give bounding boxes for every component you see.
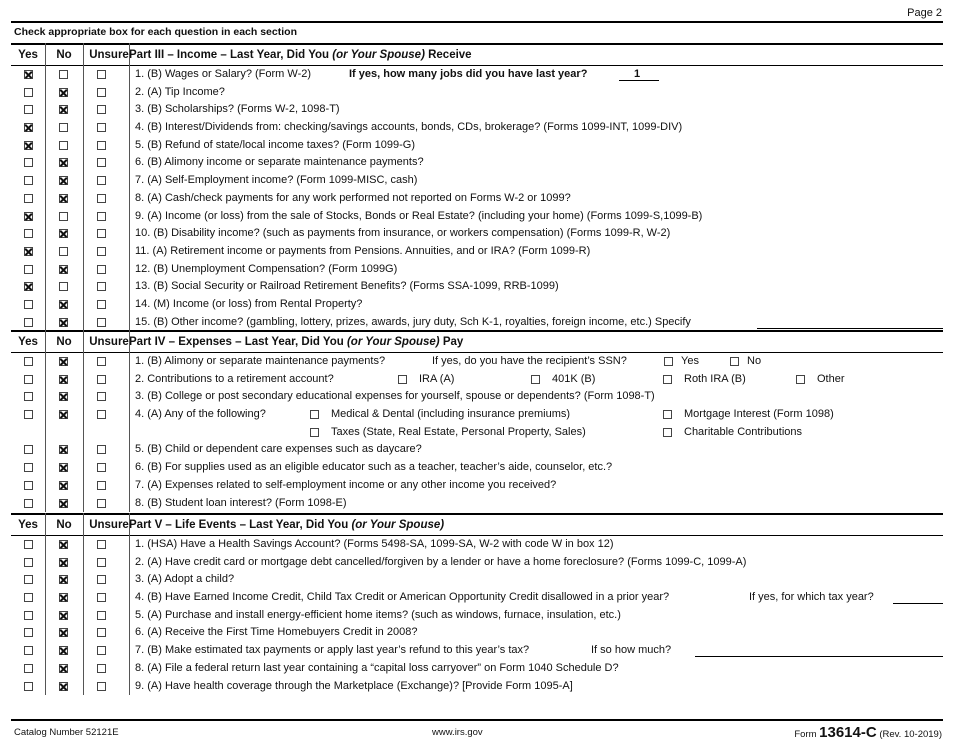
part5-title: Part V – Life Events – Last Year, Did You (or Your Spouse) (129, 519, 445, 531)
yes-checkbox[interactable] (24, 575, 33, 584)
question-text: 8. (B) Student loan interest? (Form 1098-E) (135, 496, 347, 509)
question-row (11, 536, 943, 554)
page-number: Page 2 (907, 7, 942, 19)
yes-checkbox[interactable] (24, 176, 33, 185)
no-checkbox[interactable] (59, 664, 68, 673)
yes-checkbox[interactable] (24, 229, 33, 238)
yes-checkbox[interactable] (24, 593, 33, 602)
unsure-checkbox[interactable] (97, 558, 106, 567)
question-row (11, 589, 943, 607)
yes-checkbox[interactable] (24, 558, 33, 567)
other-retirement-checkbox[interactable] (796, 375, 805, 384)
question-row (11, 66, 943, 84)
yes-checkbox[interactable] (24, 375, 33, 384)
question-row (11, 261, 943, 279)
no-checkbox[interactable] (59, 229, 68, 238)
no-checkbox[interactable] (59, 558, 68, 567)
no-checkbox[interactable] (59, 357, 68, 366)
how-much-question: If so how much? (591, 644, 672, 657)
question-text: 4. (B) Interest/Dividends from: checking/savings accounts, bonds, CDs, brokerage? (Forms 1099-INT, 1099-DIV) (135, 121, 683, 134)
question-row (11, 101, 943, 119)
k401-checkbox[interactable] (531, 375, 540, 384)
question-text: 15. (B) Other income? (gambling, lottery, prizes, awards, jury duty, Sch K-1, royalties, foreign income, etc.) Specify (135, 315, 691, 328)
unsure-checkbox[interactable] (97, 300, 106, 309)
no-checkbox[interactable] (59, 123, 68, 132)
tax-year-question: If yes, for which tax year? (749, 591, 874, 604)
question-text: 2. (A) Tip Income? (135, 85, 225, 98)
mortgage-interest-label: Mortgage Interest (Form 1098) (684, 408, 834, 421)
question-text: 8. (A) Cash/check payments for any work performed not reported on Forms W-2 or 1099? (135, 191, 571, 204)
question-row (11, 441, 943, 459)
no-checkbox[interactable] (59, 247, 68, 256)
question-row (11, 243, 943, 261)
question-text: 7. (A) Expenses related to self-employment income or any other income you received? (135, 478, 557, 491)
ssn-yes-checkbox[interactable] (664, 357, 673, 366)
question-row (11, 296, 943, 314)
no-checkbox[interactable] (59, 575, 68, 584)
part5-section (11, 513, 943, 695)
question-text: 2. Contributions to a retirement account? (135, 372, 334, 385)
other-retirement-label: Other (817, 372, 845, 385)
no-checkbox[interactable] (59, 611, 68, 620)
question-row (11, 406, 943, 424)
question-text: 5. (A) Purchase and install energy-efficient home items? (such as windows, furnace, insulation, etc.) (135, 608, 621, 621)
no-checkbox[interactable] (59, 410, 68, 419)
part3-section (11, 43, 943, 331)
yes-checkbox[interactable] (24, 265, 33, 274)
no-checkbox[interactable] (59, 176, 68, 185)
question-row (11, 137, 943, 155)
unsure-checkbox[interactable] (97, 141, 106, 150)
yes-checkbox[interactable] (24, 88, 33, 97)
question-text: 3. (B) Scholarships? (Forms W-2, 1098-T) (135, 103, 340, 116)
ira-label: IRA (A) (419, 372, 455, 385)
unsure-checkbox[interactable] (97, 540, 106, 549)
question-text: 1. (B) Wages or Salary? (Form W-2) (135, 68, 312, 80)
no-checkbox[interactable] (59, 212, 68, 221)
no-checkbox[interactable] (59, 481, 68, 490)
part5-rows (11, 536, 943, 695)
yes-checkbox[interactable] (24, 194, 33, 203)
question-row (11, 607, 943, 625)
question-row (11, 84, 943, 102)
other-income-specify-line[interactable] (757, 328, 943, 329)
jobs-answer-line[interactable] (619, 80, 659, 81)
unsure-checkbox[interactable] (97, 229, 106, 238)
question-text: 2. (A) Have credit card or mortgage debt cancelled/forgiven by a lender or have a home foreclosure? (Forms 1099-C, 1099-A) (135, 555, 747, 568)
unsure-checkbox[interactable] (97, 682, 106, 691)
medical-dental-checkbox[interactable] (310, 410, 319, 419)
question-text: 6. (A) Receive the First Time Homebuyers Credit in 2008? (135, 626, 418, 639)
no-checkbox[interactable] (59, 499, 68, 508)
question-text: 14. (M) Income (or loss) from Rental Property? (135, 297, 363, 310)
part4-header (11, 330, 943, 353)
yes-checkbox[interactable] (24, 282, 33, 291)
taxes-checkbox[interactable] (310, 428, 319, 437)
yes-checkbox[interactable] (24, 123, 33, 132)
no-checkbox[interactable] (59, 682, 68, 691)
question-row (11, 353, 943, 371)
no-checkbox[interactable] (59, 445, 68, 454)
unsure-checkbox[interactable] (97, 282, 106, 291)
yes-checkbox[interactable] (24, 463, 33, 472)
yes-checkbox[interactable] (24, 357, 33, 366)
question-row (11, 371, 943, 389)
roth-ira-label: Roth IRA (B) (684, 372, 746, 385)
question-text: 1. (HSA) Have a Health Savings Account? (Forms 5498-SA, 1099-SA, W-2 with code W in box 12) (135, 538, 614, 550)
unsure-checkbox[interactable] (97, 105, 106, 114)
question-text: 13. (B) Social Security or Railroad Retirement Benefits? (Forms SSA-1099, RRB-1099) (135, 280, 559, 293)
no-checkbox[interactable] (59, 593, 68, 602)
question-row (11, 119, 943, 137)
question-text: 1. (B) Alimony or separate maintenance payments? (135, 355, 386, 367)
question-text: 4. (B) Have Earned Income Credit, Child Tax Credit or American Opportunity Credit disallowed in a prior year? (135, 591, 670, 604)
form-number: Form 13614-C (Rev. 10-2019) (794, 724, 942, 741)
unsure-checkbox[interactable] (97, 593, 106, 602)
question-row (11, 190, 943, 208)
no-checkbox[interactable] (59, 628, 68, 637)
ssn-yes-label: Yes (681, 355, 699, 367)
charitable-label: Charitable Contributions (684, 425, 803, 438)
question-row (11, 225, 943, 243)
no-checkbox[interactable] (59, 282, 68, 291)
yes-checkbox[interactable] (24, 682, 33, 691)
unsure-checkbox[interactable] (97, 212, 106, 221)
question-text: 11. (A) Retirement income or payments from Pensions. Annuities, and or IRA? (Form 1099-R) (135, 244, 591, 257)
no-checkbox[interactable] (59, 105, 68, 114)
part3-rows (11, 66, 943, 331)
question-row (11, 571, 943, 589)
jobs-answer: 1 (634, 68, 641, 80)
unsure-checkbox[interactable] (97, 176, 106, 185)
question-text: 8. (A) File a federal return last year containing a “capital loss carryover” on Form 1040 Schedule D? (135, 661, 619, 674)
question-row (11, 208, 943, 226)
yes-checkbox[interactable] (24, 70, 33, 79)
no-checkbox[interactable] (59, 463, 68, 472)
question-text: 7. (A) Self-Employment income? (Form 1099-MISC, cash) (135, 174, 418, 187)
unsure-checkbox[interactable] (97, 445, 106, 454)
question-row (11, 424, 943, 442)
question-text: 3. (B) College or post secondary educational expenses for yourself, spouse or dependents? (Form 1098-T) (135, 390, 655, 403)
unsure-checkbox[interactable] (97, 88, 106, 97)
question-row (11, 278, 943, 296)
yes-checkbox[interactable] (24, 105, 33, 114)
footer-rule (11, 719, 943, 721)
question-row (11, 642, 943, 660)
no-checkbox[interactable] (59, 70, 68, 79)
unsure-checkbox[interactable] (97, 664, 106, 673)
unsure-checkbox[interactable] (97, 628, 106, 637)
question-row (11, 172, 943, 190)
medical-dental-label: Medical & Dental (including insurance premiums) (331, 408, 571, 421)
unsure-checkbox[interactable] (97, 611, 106, 620)
no-column-header: No (56, 49, 72, 61)
question-row (11, 388, 943, 406)
question-row (11, 314, 943, 332)
yes-checkbox[interactable] (24, 611, 33, 620)
unsure-checkbox[interactable] (97, 499, 106, 508)
yes-checkbox[interactable] (24, 392, 33, 401)
question-text: 5. (B) Refund of state/local income taxes? (Form 1099-G) (135, 138, 416, 151)
yes-checkbox[interactable] (24, 318, 33, 327)
jobs-question: If yes, how many jobs did you have last year? (349, 68, 588, 80)
ssn-no-label: No (747, 355, 762, 367)
unsure-column-header: Unsure (89, 49, 129, 61)
unsure-checkbox[interactable] (97, 463, 106, 472)
yes-checkbox[interactable] (24, 646, 33, 655)
question-row (11, 660, 943, 678)
question-row (11, 495, 943, 513)
yes-checkbox[interactable] (24, 445, 33, 454)
question-row (11, 624, 943, 642)
how-much-line[interactable] (695, 656, 943, 657)
yes-column-header: Yes (18, 336, 38, 348)
unsure-checkbox[interactable] (97, 481, 106, 490)
question-text: 12. (B) Unemployment Compensation? (Form 1099G) (135, 262, 398, 275)
unsure-column-header: Unsure (89, 336, 129, 348)
yes-checkbox[interactable] (24, 499, 33, 508)
ira-checkbox[interactable] (398, 375, 407, 384)
question-text: 9. (A) Have health coverage through the Marketplace (Exchange)? [Provide Form 1095-A] (135, 679, 573, 692)
no-checkbox[interactable] (59, 194, 68, 203)
top-rule (11, 21, 943, 23)
question-text: 10. (B) Disability income? (such as payments from insurance, or workers compensation) (Forms 1099-R, W-2) (135, 227, 671, 240)
question-text: 6. (B) For supplies used as an eligible educator such as a teacher, teacher’s aide, counselor, etc.? (135, 461, 613, 474)
no-column-header: No (56, 336, 72, 348)
yes-checkbox[interactable] (24, 141, 33, 150)
question-row (11, 678, 943, 696)
unsure-checkbox[interactable] (97, 318, 106, 327)
tax-year-line[interactable] (893, 603, 943, 604)
part3-title: Part III – Income – Last Year, Did You (or Your Spouse) Receive (129, 49, 472, 61)
unsure-checkbox[interactable] (97, 265, 106, 274)
no-checkbox[interactable] (59, 540, 68, 549)
unsure-checkbox[interactable] (97, 357, 106, 366)
part5-header (11, 513, 943, 536)
question-row (11, 554, 943, 572)
unsure-checkbox[interactable] (97, 158, 106, 167)
no-checkbox[interactable] (59, 646, 68, 655)
yes-checkbox[interactable] (24, 410, 33, 419)
question-text: 3. (A) Adopt a child? (135, 573, 235, 586)
part3-header (11, 43, 943, 66)
unsure-checkbox[interactable] (97, 410, 106, 419)
unsure-checkbox[interactable] (97, 575, 106, 584)
irs-website: www.irs.gov (432, 727, 483, 738)
question-text: 4. (A) Any of the following? (135, 408, 266, 421)
question-text: 9. (A) Income (or loss) from the sale of Stocks, Bonds or Real Estate? (including your home) (Forms 1099-S,1099-B) (135, 209, 703, 222)
yes-checkbox[interactable] (24, 300, 33, 309)
yes-checkbox[interactable] (24, 664, 33, 673)
mortgage-interest-checkbox[interactable] (663, 410, 672, 419)
no-checkbox[interactable] (59, 158, 68, 167)
yes-checkbox[interactable] (24, 212, 33, 221)
unsure-checkbox[interactable] (97, 392, 106, 401)
question-row (11, 459, 943, 477)
unsure-checkbox[interactable] (97, 194, 106, 203)
yes-column-header: Yes (18, 519, 38, 531)
unsure-checkbox[interactable] (97, 375, 106, 384)
taxes-label: Taxes (State, Real Estate, Personal Property, Sales) (331, 425, 586, 438)
no-column-header: No (56, 519, 72, 531)
question-text: 6. (B) Alimony income or separate maintenance payments? (135, 156, 424, 169)
yes-checkbox[interactable] (24, 158, 33, 167)
no-checkbox[interactable] (59, 375, 68, 384)
unsure-checkbox[interactable] (97, 70, 106, 79)
k401-label: 401K (B) (552, 372, 596, 385)
no-checkbox[interactable] (59, 300, 68, 309)
yes-checkbox[interactable] (24, 247, 33, 256)
charitable-checkbox[interactable] (663, 428, 672, 437)
yes-checkbox[interactable] (24, 540, 33, 549)
yes-checkbox[interactable] (24, 628, 33, 637)
yes-checkbox[interactable] (24, 481, 33, 490)
yes-column-header: Yes (18, 49, 38, 61)
part4-title: Part IV – Expenses – Last Year, Did You (or Your Spouse) Pay (129, 336, 464, 348)
question-text: 5. (B) Child or dependent care expenses such as daycare? (135, 443, 422, 456)
part4-rows (11, 353, 943, 512)
catalog-number: Catalog Number 52121E (14, 727, 119, 738)
no-checkbox[interactable] (59, 392, 68, 401)
ssn-question: If yes, do you have the recipient’s SSN? (432, 355, 627, 367)
unsure-column-header: Unsure (89, 519, 129, 531)
question-text: 7. (B) Make estimated tax payments or apply last year’s refund to this year’s tax? (135, 644, 530, 657)
instruction-text: Check appropriate box for each question in each section (14, 26, 297, 38)
question-row (11, 154, 943, 172)
roth-ira-checkbox[interactable] (663, 375, 672, 384)
no-checkbox[interactable] (59, 265, 68, 274)
unsure-checkbox[interactable] (97, 123, 106, 132)
unsure-checkbox[interactable] (97, 247, 106, 256)
ssn-no-checkbox[interactable] (730, 357, 739, 366)
no-checkbox[interactable] (59, 318, 68, 327)
question-row (11, 477, 943, 495)
unsure-checkbox[interactable] (97, 646, 106, 655)
no-checkbox[interactable] (59, 141, 68, 150)
part4-section (11, 330, 943, 512)
no-checkbox[interactable] (59, 88, 68, 97)
